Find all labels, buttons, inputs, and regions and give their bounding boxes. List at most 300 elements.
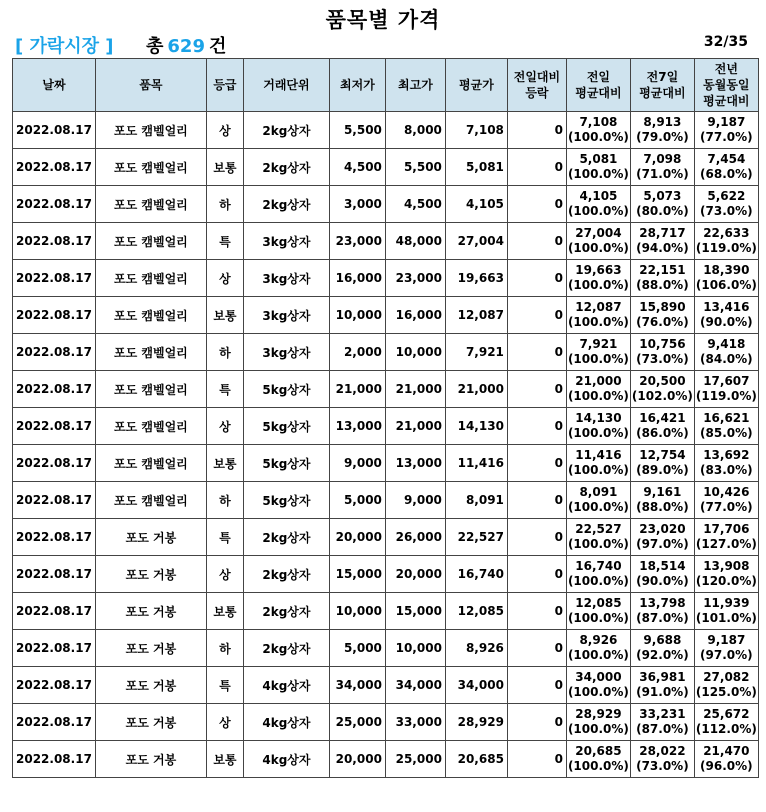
cell-prev-year-percent: (112.0%) xyxy=(695,722,757,736)
cell-prev-year xyxy=(694,149,758,186)
cell-grade: 상 xyxy=(206,408,243,445)
cell-prev-year-percent: (127.0%) xyxy=(695,537,757,551)
cell-date: 2022.08.17 xyxy=(13,630,96,667)
cell-item: 포도 캠벨얼리 xyxy=(95,260,206,297)
cell-prev-7-percent: (79.0%) xyxy=(636,130,689,144)
cell-min: 4,500 xyxy=(329,149,385,186)
cell-prev-7-value: 13,798 xyxy=(639,596,686,610)
cell-prev-year-value: 7,454 xyxy=(707,152,746,166)
cell-max: 13,000 xyxy=(385,445,445,482)
cell-prev-day xyxy=(566,556,630,593)
cell-prev-7-percent: (71.0%) xyxy=(636,167,689,181)
cell-min: 20,000 xyxy=(329,519,385,556)
cell-max: 34,000 xyxy=(385,667,445,704)
table-row xyxy=(13,593,759,630)
table-row xyxy=(13,223,759,260)
cell-prev-7 xyxy=(630,593,694,630)
cell-max: 33,000 xyxy=(385,704,445,741)
cell-change: 0 xyxy=(507,297,566,334)
cell-date: 2022.08.17 xyxy=(13,149,96,186)
cell-prev-day-percent: (100.0%) xyxy=(567,167,629,181)
col-change-header: 전일대비 등락 xyxy=(507,59,566,112)
cell-max: 16,000 xyxy=(385,297,445,334)
cell-prev-year-percent: (85.0%) xyxy=(700,426,753,440)
cell-prev-7 xyxy=(630,667,694,704)
cell-prev-day xyxy=(566,112,630,149)
cell-prev-7-value: 5,073 xyxy=(643,189,682,203)
cell-avg: 12,087 xyxy=(445,297,507,334)
cell-prev-year xyxy=(694,112,758,149)
cell-min: 5,500 xyxy=(329,112,385,149)
cell-unit: 3kg상자 xyxy=(243,334,329,371)
cell-prev-day-percent: (100.0%) xyxy=(567,722,629,736)
cell-max: 25,000 xyxy=(385,741,445,778)
cell-date: 2022.08.17 xyxy=(13,223,96,260)
cell-prev-day-value: 27,004 xyxy=(575,226,622,240)
cell-prev-day-percent: (100.0%) xyxy=(567,611,629,625)
cell-prev-year-value: 27,082 xyxy=(703,670,750,684)
cell-prev-year xyxy=(694,519,758,556)
cell-prev-7-value: 36,981 xyxy=(639,670,686,684)
cell-date: 2022.08.17 xyxy=(13,408,96,445)
cell-max: 48,000 xyxy=(385,223,445,260)
cell-prev-year-percent: (77.0%) xyxy=(700,130,753,144)
cell-prev-7-value: 16,421 xyxy=(639,411,686,425)
cell-unit: 2kg상자 xyxy=(243,630,329,667)
cell-prev-7-value: 20,500 xyxy=(639,374,686,388)
table-row xyxy=(13,186,759,223)
cell-grade: 하 xyxy=(206,482,243,519)
cell-prev-day-percent: (100.0%) xyxy=(567,389,629,403)
cell-prev-year xyxy=(694,593,758,630)
cell-item: 포도 거봉 xyxy=(95,667,206,704)
cell-prev-7-percent: (88.0%) xyxy=(636,500,689,514)
cell-prev-year-percent: (120.0%) xyxy=(695,574,757,588)
cell-date: 2022.08.17 xyxy=(13,260,96,297)
cell-prev-7-percent: (86.0%) xyxy=(636,426,689,440)
cell-prev-7-percent: (73.0%) xyxy=(636,759,689,773)
col-prev-year-header: 전년 동월동일 평균대비 xyxy=(694,59,758,112)
cell-prev-day-value: 22,527 xyxy=(575,522,622,536)
cell-prev-year-value: 9,187 xyxy=(707,633,746,647)
table-row xyxy=(13,334,759,371)
cell-change: 0 xyxy=(507,408,566,445)
table-row xyxy=(13,297,759,334)
cell-prev-year xyxy=(694,260,758,297)
cell-item: 포도 캠벨얼리 xyxy=(95,186,206,223)
cell-prev-7-value: 28,022 xyxy=(639,744,686,758)
cell-item: 포도 거봉 xyxy=(95,704,206,741)
cell-item: 포도 거봉 xyxy=(95,519,206,556)
cell-date: 2022.08.17 xyxy=(13,519,96,556)
cell-prev-7-percent: (88.0%) xyxy=(636,278,689,292)
cell-change: 0 xyxy=(507,482,566,519)
cell-max: 8,000 xyxy=(385,112,445,149)
cell-prev-7-percent: (89.0%) xyxy=(636,463,689,477)
cell-min: 20,000 xyxy=(329,741,385,778)
cell-avg: 14,130 xyxy=(445,408,507,445)
cell-min: 34,000 xyxy=(329,667,385,704)
table-row xyxy=(13,445,759,482)
cell-prev-year xyxy=(694,482,758,519)
cell-prev-day-percent: (100.0%) xyxy=(567,463,629,477)
cell-item: 포도 캠벨얼리 xyxy=(95,112,206,149)
cell-prev-day xyxy=(566,519,630,556)
cell-date: 2022.08.17 xyxy=(13,297,96,334)
cell-prev-7-value: 8,913 xyxy=(643,115,682,129)
cell-date: 2022.08.17 xyxy=(13,445,96,482)
cell-prev-day xyxy=(566,186,630,223)
cell-prev-day-percent: (100.0%) xyxy=(567,537,629,551)
cell-grade: 상 xyxy=(206,260,243,297)
cell-unit: 5kg상자 xyxy=(243,408,329,445)
total-count: 629 xyxy=(167,36,205,57)
cell-grade: 하 xyxy=(206,186,243,223)
cell-item: 포도 캠벨얼리 xyxy=(95,408,206,445)
cell-prev-year xyxy=(694,334,758,371)
cell-prev-day xyxy=(566,334,630,371)
cell-grade: 보통 xyxy=(206,445,243,482)
cell-prev-7-value: 9,161 xyxy=(643,485,682,499)
cell-prev-day-percent: (100.0%) xyxy=(567,685,629,699)
cell-prev-year-value: 25,672 xyxy=(703,707,750,721)
cell-prev-7-value: 10,756 xyxy=(639,337,686,351)
cell-prev-year-value: 17,706 xyxy=(703,522,750,536)
cell-avg: 27,004 xyxy=(445,223,507,260)
cell-max: 15,000 xyxy=(385,593,445,630)
cell-prev-7 xyxy=(630,371,694,408)
cell-prev-7-percent: (73.0%) xyxy=(636,352,689,366)
page-indicator: 32/35 xyxy=(703,34,748,50)
cell-prev-year-value: 22,633 xyxy=(703,226,750,240)
col-prev-7-header: 전7일 평균대비 xyxy=(630,59,694,112)
cell-prev-year xyxy=(694,371,758,408)
price-table xyxy=(12,58,759,778)
cell-prev-7 xyxy=(630,186,694,223)
cell-min: 21,000 xyxy=(329,371,385,408)
cell-date: 2022.08.17 xyxy=(13,482,96,519)
table-row xyxy=(13,741,759,778)
cell-prev-7-percent: (97.0%) xyxy=(636,537,689,551)
cell-min: 3,000 xyxy=(329,186,385,223)
cell-prev-7-percent: (102.0%) xyxy=(631,389,693,403)
cell-prev-day xyxy=(566,482,630,519)
cell-prev-day-value: 16,740 xyxy=(575,559,622,573)
cell-prev-day-value: 7,921 xyxy=(579,337,618,351)
cell-unit: 2kg상자 xyxy=(243,112,329,149)
cell-prev-year-value: 5,622 xyxy=(707,189,746,203)
cell-change: 0 xyxy=(507,556,566,593)
cell-grade: 하 xyxy=(206,334,243,371)
cell-prev-7-value: 22,151 xyxy=(639,263,686,277)
cell-prev-day-percent: (100.0%) xyxy=(567,426,629,440)
cell-avg: 12,085 xyxy=(445,593,507,630)
cell-prev-7 xyxy=(630,223,694,260)
cell-avg: 11,416 xyxy=(445,445,507,482)
cell-unit: 4kg상자 xyxy=(243,667,329,704)
cell-prev-year xyxy=(694,445,758,482)
cell-prev-year-percent: (68.0%) xyxy=(700,167,753,181)
cell-prev-year xyxy=(694,297,758,334)
cell-prev-day xyxy=(566,149,630,186)
cell-min: 2,000 xyxy=(329,334,385,371)
cell-grade: 보통 xyxy=(206,149,243,186)
cell-prev-7 xyxy=(630,149,694,186)
cell-date: 2022.08.17 xyxy=(13,112,96,149)
cell-grade: 상 xyxy=(206,704,243,741)
total-suffix: 건 xyxy=(208,36,227,57)
col-grade-header: 등급 xyxy=(206,59,243,112)
cell-prev-year-value: 13,416 xyxy=(703,300,750,314)
total-prefix: 총 xyxy=(146,36,164,57)
cell-prev-year-percent: (90.0%) xyxy=(700,315,753,329)
cell-prev-7-percent: (87.0%) xyxy=(636,722,689,736)
market-label: [ 가락시장 ] xyxy=(15,36,114,57)
cell-avg: 16,740 xyxy=(445,556,507,593)
cell-prev-year-percent: (77.0%) xyxy=(700,500,753,514)
cell-prev-year xyxy=(694,667,758,704)
table-row xyxy=(13,482,759,519)
cell-max: 9,000 xyxy=(385,482,445,519)
cell-change: 0 xyxy=(507,112,566,149)
cell-item: 포도 캠벨얼리 xyxy=(95,371,206,408)
cell-prev-year xyxy=(694,186,758,223)
cell-prev-7 xyxy=(630,741,694,778)
cell-grade: 상 xyxy=(206,112,243,149)
cell-unit: 3kg상자 xyxy=(243,260,329,297)
cell-prev-day-value: 4,105 xyxy=(579,189,618,203)
table-row xyxy=(13,519,759,556)
cell-change: 0 xyxy=(507,630,566,667)
cell-prev-year xyxy=(694,630,758,667)
cell-grade: 특 xyxy=(206,223,243,260)
cell-unit: 5kg상자 xyxy=(243,445,329,482)
cell-item: 포도 캠벨얼리 xyxy=(95,223,206,260)
cell-prev-7-percent: (94.0%) xyxy=(636,241,689,255)
cell-max: 10,000 xyxy=(385,630,445,667)
cell-grade: 보통 xyxy=(206,297,243,334)
cell-min: 23,000 xyxy=(329,223,385,260)
cell-prev-year-percent: (106.0%) xyxy=(695,278,757,292)
cell-prev-year-value: 10,426 xyxy=(703,485,750,499)
table-row xyxy=(13,112,759,149)
cell-change: 0 xyxy=(507,593,566,630)
cell-prev-year-value: 18,390 xyxy=(703,263,750,277)
cell-prev-year-percent: (83.0%) xyxy=(700,463,753,477)
table-row xyxy=(13,408,759,445)
cell-prev-7 xyxy=(630,704,694,741)
cell-item: 포도 캠벨얼리 xyxy=(95,149,206,186)
cell-prev-7 xyxy=(630,445,694,482)
cell-prev-year-percent: (101.0%) xyxy=(695,611,757,625)
cell-min: 5,000 xyxy=(329,482,385,519)
cell-prev-day xyxy=(566,223,630,260)
table-row xyxy=(13,667,759,704)
cell-prev-day xyxy=(566,408,630,445)
cell-prev-7 xyxy=(630,260,694,297)
cell-prev-7-percent: (87.0%) xyxy=(636,611,689,625)
cell-prev-year-percent: (119.0%) xyxy=(695,389,757,403)
cell-prev-7-percent: (92.0%) xyxy=(636,648,689,662)
cell-unit: 5kg상자 xyxy=(243,371,329,408)
cell-unit: 2kg상자 xyxy=(243,556,329,593)
cell-unit: 2kg상자 xyxy=(243,593,329,630)
cell-min: 15,000 xyxy=(329,556,385,593)
cell-change: 0 xyxy=(507,371,566,408)
cell-avg: 8,926 xyxy=(445,630,507,667)
cell-prev-day-percent: (100.0%) xyxy=(567,278,629,292)
cell-prev-7-value: 33,231 xyxy=(639,707,686,721)
cell-prev-day xyxy=(566,630,630,667)
table-body xyxy=(13,112,759,778)
cell-change: 0 xyxy=(507,223,566,260)
cell-prev-year-percent: (97.0%) xyxy=(700,648,753,662)
table-row xyxy=(13,149,759,186)
cell-change: 0 xyxy=(507,445,566,482)
cell-prev-day-value: 5,081 xyxy=(579,152,618,166)
cell-prev-7 xyxy=(630,112,694,149)
table-row xyxy=(13,704,759,741)
cell-prev-day xyxy=(566,667,630,704)
cell-prev-day-value: 11,416 xyxy=(575,448,622,462)
cell-prev-year-value: 13,692 xyxy=(703,448,750,462)
cell-prev-7-value: 18,514 xyxy=(639,559,686,573)
cell-avg: 28,929 xyxy=(445,704,507,741)
cell-prev-year-percent: (73.0%) xyxy=(700,204,753,218)
cell-avg: 8,091 xyxy=(445,482,507,519)
cell-min: 9,000 xyxy=(329,445,385,482)
cell-item: 포도 거봉 xyxy=(95,741,206,778)
cell-item: 포도 거봉 xyxy=(95,593,206,630)
cell-avg: 7,921 xyxy=(445,334,507,371)
cell-unit: 4kg상자 xyxy=(243,704,329,741)
cell-avg: 20,685 xyxy=(445,741,507,778)
cell-prev-day-value: 12,085 xyxy=(575,596,622,610)
cell-prev-day xyxy=(566,741,630,778)
cell-prev-year-value: 9,418 xyxy=(707,337,746,351)
cell-max: 21,000 xyxy=(385,371,445,408)
cell-item: 포도 거봉 xyxy=(95,630,206,667)
cell-prev-day-percent: (100.0%) xyxy=(567,500,629,514)
cell-max: 21,000 xyxy=(385,408,445,445)
cell-prev-year xyxy=(694,408,758,445)
cell-prev-year xyxy=(694,556,758,593)
cell-prev-day-value: 14,130 xyxy=(575,411,622,425)
cell-prev-day-percent: (100.0%) xyxy=(567,130,629,144)
cell-date: 2022.08.17 xyxy=(13,667,96,704)
cell-prev-7-percent: (76.0%) xyxy=(636,315,689,329)
cell-avg: 34,000 xyxy=(445,667,507,704)
cell-change: 0 xyxy=(507,334,566,371)
cell-avg: 5,081 xyxy=(445,149,507,186)
total-count-summary xyxy=(146,32,226,58)
header-row xyxy=(13,59,759,112)
cell-prev-year-value: 13,908 xyxy=(703,559,750,573)
cell-date: 2022.08.17 xyxy=(13,704,96,741)
cell-prev-7 xyxy=(630,297,694,334)
cell-prev-year-percent: (84.0%) xyxy=(700,352,753,366)
cell-date: 2022.08.17 xyxy=(13,556,96,593)
cell-prev-year xyxy=(694,223,758,260)
cell-prev-7-value: 9,688 xyxy=(643,633,682,647)
cell-avg: 4,105 xyxy=(445,186,507,223)
cell-min: 13,000 xyxy=(329,408,385,445)
cell-max: 26,000 xyxy=(385,519,445,556)
cell-item: 포도 캠벨얼리 xyxy=(95,297,206,334)
cell-min: 16,000 xyxy=(329,260,385,297)
cell-item: 포도 캠벨얼리 xyxy=(95,482,206,519)
cell-prev-year-percent: (119.0%) xyxy=(695,241,757,255)
cell-unit: 3kg상자 xyxy=(243,223,329,260)
cell-date: 2022.08.17 xyxy=(13,334,96,371)
cell-unit: 2kg상자 xyxy=(243,149,329,186)
cell-prev-7 xyxy=(630,630,694,667)
cell-avg: 19,663 xyxy=(445,260,507,297)
cell-max: 5,500 xyxy=(385,149,445,186)
cell-prev-7-value: 23,020 xyxy=(639,522,686,536)
cell-prev-day-percent: (100.0%) xyxy=(567,648,629,662)
cell-unit: 5kg상자 xyxy=(243,482,329,519)
cell-prev-day-percent: (100.0%) xyxy=(567,204,629,218)
cell-change: 0 xyxy=(507,149,566,186)
cell-max: 4,500 xyxy=(385,186,445,223)
cell-prev-day-value: 20,685 xyxy=(575,744,622,758)
cell-prev-day-value: 7,108 xyxy=(579,115,618,129)
cell-grade: 보통 xyxy=(206,741,243,778)
cell-min: 25,000 xyxy=(329,704,385,741)
table-row xyxy=(13,556,759,593)
cell-prev-year-value: 9,187 xyxy=(707,115,746,129)
cell-avg: 21,000 xyxy=(445,371,507,408)
cell-prev-day xyxy=(566,704,630,741)
cell-prev-day xyxy=(566,297,630,334)
cell-prev-year-value: 17,607 xyxy=(703,374,750,388)
cell-prev-day-value: 19,663 xyxy=(575,263,622,277)
cell-prev-year-value: 11,939 xyxy=(703,596,750,610)
col-prev-day-header: 전일 평균대비 xyxy=(566,59,630,112)
cell-avg: 22,527 xyxy=(445,519,507,556)
cell-prev-day xyxy=(566,593,630,630)
cell-grade: 보통 xyxy=(206,593,243,630)
cell-prev-7 xyxy=(630,482,694,519)
cell-date: 2022.08.17 xyxy=(13,186,96,223)
cell-grade: 하 xyxy=(206,630,243,667)
cell-prev-7-percent: (90.0%) xyxy=(636,574,689,588)
col-unit-header: 거래단위 xyxy=(243,59,329,112)
cell-prev-day-value: 8,091 xyxy=(579,485,618,499)
cell-unit: 2kg상자 xyxy=(243,519,329,556)
cell-change: 0 xyxy=(507,741,566,778)
cell-prev-day-value: 28,929 xyxy=(575,707,622,721)
cell-grade: 상 xyxy=(206,556,243,593)
col-min-header: 최저가 xyxy=(329,59,385,112)
cell-prev-day-value: 21,000 xyxy=(575,374,622,388)
col-date-header: 날짜 xyxy=(13,59,96,112)
cell-item: 포도 캠벨얼리 xyxy=(95,334,206,371)
table-header xyxy=(13,59,759,112)
cell-prev-7-value: 7,098 xyxy=(643,152,682,166)
cell-date: 2022.08.17 xyxy=(13,371,96,408)
cell-prev-7 xyxy=(630,334,694,371)
cell-grade: 특 xyxy=(206,667,243,704)
cell-prev-7-value: 28,717 xyxy=(639,226,686,240)
cell-prev-day xyxy=(566,445,630,482)
cell-prev-day-percent: (100.0%) xyxy=(567,315,629,329)
cell-avg: 7,108 xyxy=(445,112,507,149)
col-max-header: 최고가 xyxy=(385,59,445,112)
cell-prev-year-percent: (125.0%) xyxy=(695,685,757,699)
cell-prev-day-percent: (100.0%) xyxy=(567,574,629,588)
